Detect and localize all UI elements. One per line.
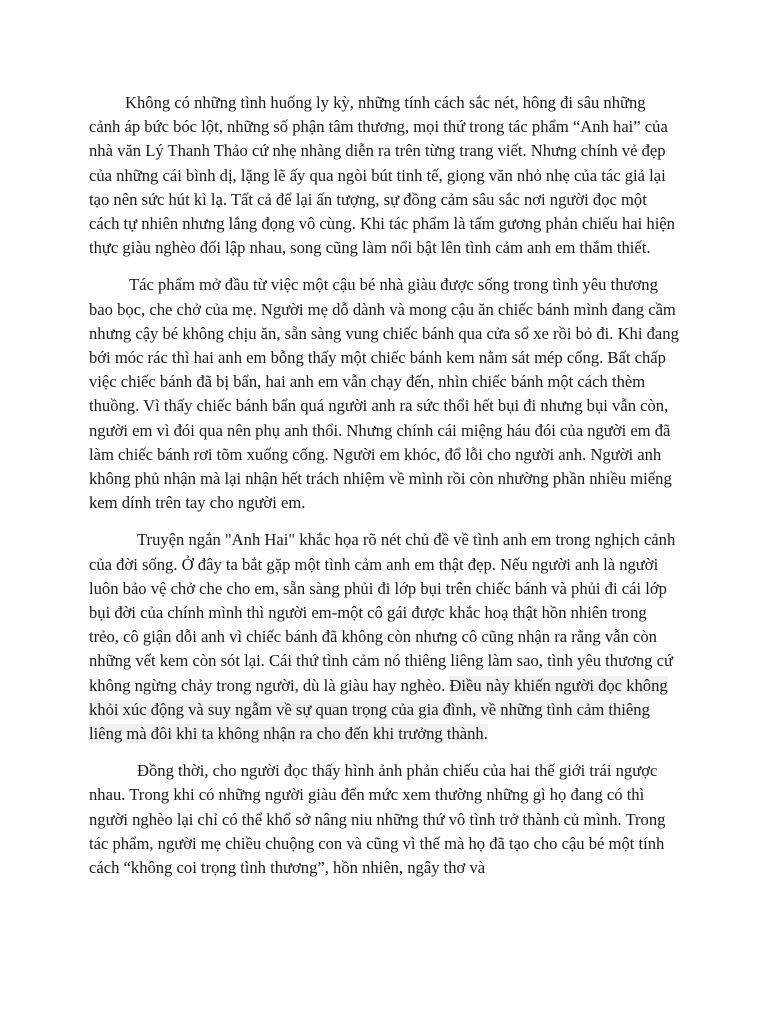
paragraph-1-text: Không có những tình huống ly kỳ, những tính cách sắc nét, hông đi sâu những cảnh áp bức bóc lột, những số phận tâm thương, mọi thứ trong tác phẩm “Anh hai” của nhà văn Lý Thanh Thảo cứ nhẹ nhàng diễn ra trên từng trang viết. Nhưng chính vẻ đẹp của những cái bình dị, lặng lẽ ấy qua ngòi bút tinh tế, giọng văn nhỏ nhẹ của tác giả lại tạo nên sức hút kì lạ. Tất cả để lại ấn tượng, sự đồng cảm sâu sắc nơi người đọc một cách tự nhiên nhưng lắng đọng vô cùng. Khi tác phẩm là tấm gương phản chiếu hai hiện thực giàu nghèo đối lập nhau, song cũng làm nổi bật lên tình cảm anh em thắm thiết. — [89, 93, 675, 258]
paragraph-3 — [89, 528, 679, 746]
paragraph-3-highlighted-text: Điều này khiến người đọc không khỏi xúc động và suy ngẫm về sự quan trọng của gia đình, về những tình cảm thiêng liêng mà đôi khi ta không nhận ra cho đến khi trưởng thành. — [89, 675, 668, 744]
paragraph-3-text: Truyện ngắn "Anh Hai" khắc họa rõ nét chủ đề về tình anh em trong nghịch cảnh của đời sống. Ở đây ta bắt gặp một tình cảm anh em thật đẹp. Nếu người anh là người luôn bảo vệ chở che cho em, sẵn sàng phủi đi lớp bụi trên chiếc bánh và phủi đi cái lớp bụi đời của chính mình thì người em-một cô gái được khắc hoạ thật hồn nhiên trong trẻo, cô giận dỗi anh vì chiếc bánh đã không còn nhưng cô cũng nhận ra rằng vẫn còn những vết kem còn sót lại. Cái thứ tình cảm nó thiêng liêng làm sao, tình yêu thương cứ không ngừng chảy trong người, dù là giàu hay nghèo. — [89, 530, 676, 695]
paragraph-4 — [89, 759, 679, 880]
paragraph-4-text: Đồng thời, cho người đọc thấy hình ảnh phản chiếu của hai thế giới trái ngược nhau. Trong khi có những người giàu đến mức xem thường những gì họ đang có thì người nghèo lại chỉ có thể khổ sở nâng niu những thứ vô tình trở thành củ mình. Trong tác phẩm, người mẹ chiều chuộng con và cũng vì thế mà họ đã tạo cho cậu bé một tính cách “không coi trọng tình thương”, hồn nhiên, ngây thơ và — [89, 761, 666, 878]
document-body — [89, 91, 679, 893]
paragraph-2-text: Tác phẩm mở đầu từ việc một cậu bé nhà giàu được sống trong tình yêu thương bao bọc, che chở của mẹ. Người mẹ dỗ dành và mong cậu ăn chiếc bánh mình đang cầm nhưng cậy bé không chịu ăn, sẵn sàng vung chiếc bánh qua cửa sổ xe rồi bỏ đi. Khi đang bới móc rác thì hai anh em bỗng thấy một chiếc bánh kem nằm sát mép cống. Bất chấp việc chiếc bánh đã bị bẩn, hai anh em vẫn chạy đến, nhìn chiếc bánh một cách thèm thuồng. Vì thấy chiếc bánh bẩn quá người anh ra sức thổi hết bụi đi nhưng bụi vẫn còn, người em vì đói qua nên phụ anh thổi. Nhưng chính cái miệng háu đói của người em đã làm chiếc bánh rơi tõm xuống cống. Người em khóc, đổ lỗi cho người anh. Người anh không phủ nhận mà lại nhận hết trách nhiệm về mình rồi còn nhường phần nhiều miếng kem dính trên tay cho người em. — [89, 275, 679, 513]
paragraph-2 — [89, 273, 679, 515]
paragraph-1 — [89, 91, 679, 260]
